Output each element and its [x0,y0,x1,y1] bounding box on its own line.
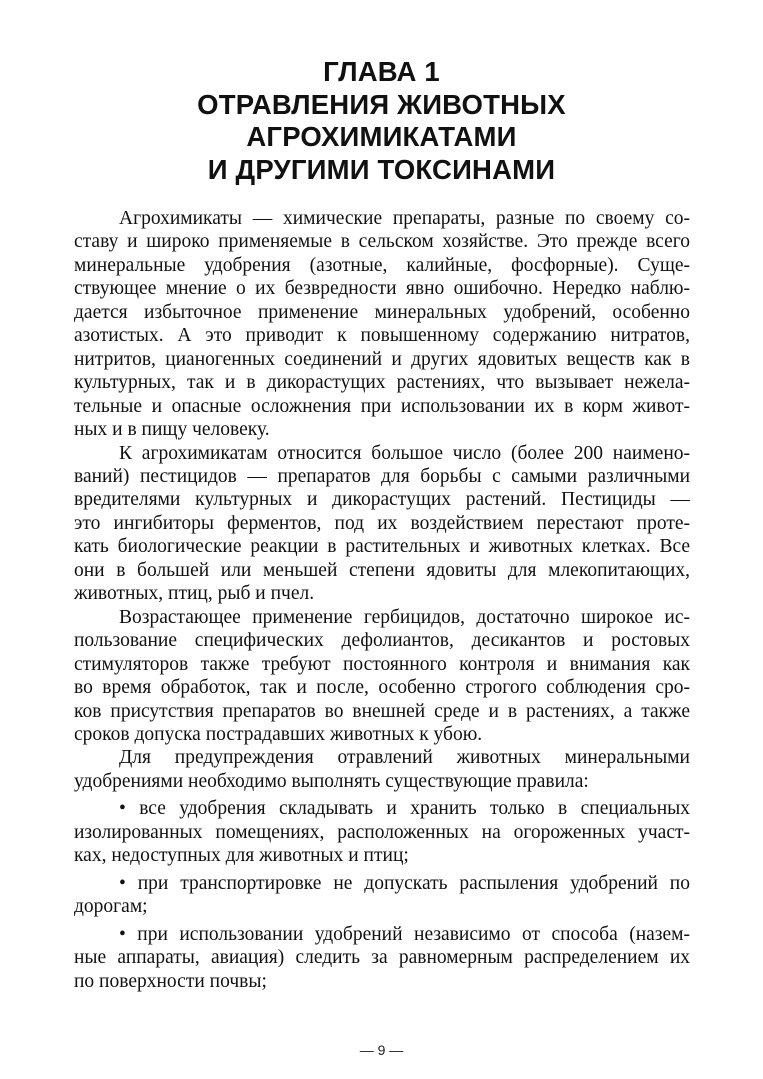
text-line: ных и в пищу человеку. [74,419,270,441]
text-line: тельные и опасные осложнения при использовании их в корм живот- [74,395,690,417]
text-line: пользование специфических дефолиантов, десикантов и ростовых [74,630,690,652]
text-line: вредителями культурных и дикорастущих растений. Пестициды — [74,489,690,511]
text-line: • все удобрения складывать и хранить только в специальных [119,798,690,820]
text-line: культурных, так и в дикорастущих растениях, что вызывает нежела- [74,372,690,394]
paragraph-3 [74,606,690,747]
paragraph-2 [74,442,690,606]
text-line: кать биологические реакции в растительных и животных клетках. Все [74,536,690,558]
text-line: ках, недоступных для животных и птиц; [74,845,409,867]
text-line: дается избыточное применение минеральных удобрений, особенно [74,301,690,323]
chapter-title-line-2: АГРОХИМИКАТАМИ [246,121,517,152]
text-line: ствующее мнение о их безвредности явно ошибочно. Нередко наблю- [74,278,690,300]
text-line: животных, птиц, рыб и пчел. [74,583,315,605]
text-line: во время обработок, так и после, особенно строгого соблюдения сро- [74,677,690,699]
body-text [74,207,690,993]
text-line: дорогам; [74,896,148,918]
text-line: К агрохимикатам относится большое число (более 200 наимено- [119,442,690,464]
text-line: Возрастающее применение гербицидов, достаточно широкое ис- [119,606,690,628]
text-line: • при использовании удобрений независимо от способа (назем- [119,923,690,945]
text-line: стимуляторов также требуют постоянного контроля и внимания как [74,653,690,675]
bullet-item-1 [74,797,690,867]
text-line: ков присутствия препаратов во внешней среде и в растениях, а также [74,700,690,722]
text-line: сроков допуска пострадавших животных к убою. [74,723,483,745]
paragraph-4 [74,746,690,793]
text-line: азотистых. А это приводит к повышенному содержанию нитратов, [74,325,690,347]
bullet-item-3 [74,923,690,993]
text-line: минеральные удобрения (азотные, калийные, фосфорные). Суще- [74,254,690,276]
text-line: Для предупреждения отравлений животных минеральными [119,747,690,769]
text-line: Агрохимикаты — химические препараты, разные по своему со- [119,208,690,229]
text-line: ные аппараты, авиация) следить за равномерным распределением их [74,947,690,969]
text-line: они в большей или меньшей степени ядовиты для млекопитающих, [74,559,690,581]
text-line: ставу и широко применяемые в сельском хозяйстве. Это прежде всего [74,231,690,253]
paragraph-1 [74,207,690,442]
text-line: удобрениями необходимо выполнять существующие правила: [74,770,589,792]
text-line: это ингибиторы ферментов, под их воздействием перестают проте- [74,512,690,534]
chapter-heading [0,56,763,186]
bullet-item-2 [74,872,690,919]
chapter-label: ГЛАВА 1 [323,56,440,87]
chapter-title-line-1: ОТРАВЛЕНИЯ ЖИВОТНЫХ [197,88,566,120]
text-line: нитритов, цианогенных соединений и других ядовитых веществ как в [74,348,690,370]
text-line: по поверхности почвы; [74,970,267,992]
text-line: изолированных помещениях, расположенных на огороженных участ- [74,821,690,843]
page-number: — 9 — [359,1042,404,1058]
text-line: ваний) пестицидов — препаратов для борьбы с самыми различными [74,465,690,487]
text-line: • при транспортировке не допускать распыления удобрений по [119,872,690,894]
chapter-title-line-3: И ДРУГИМИ ТОКСИНАМИ [207,153,556,185]
